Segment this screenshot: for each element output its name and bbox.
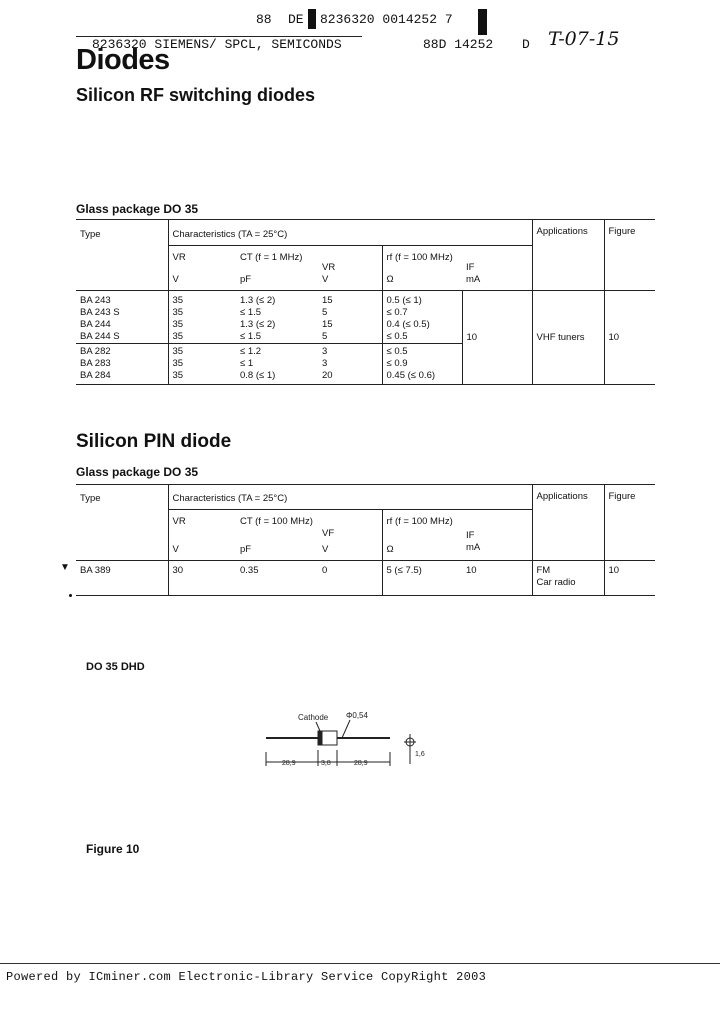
table-row: BA 243 S	[80, 307, 120, 318]
unit-v2: V	[322, 544, 329, 555]
unit-ma: mA	[466, 274, 481, 285]
table-cell: 15	[322, 295, 333, 306]
table-cell: 20	[322, 370, 333, 381]
col-vr2: VR	[322, 262, 336, 273]
col-ct: CT (f = 1 MHz)	[240, 252, 303, 263]
header-d: D	[522, 37, 530, 52]
col-rf: rf (f = 100 MHz)	[382, 246, 532, 275]
col-type: Type	[80, 229, 101, 240]
table-row: BA 244	[80, 319, 111, 330]
rf-group-a-type	[76, 291, 168, 344]
section-rf-package: Glass package DO 35	[76, 202, 199, 216]
rf-group-a-ct	[236, 291, 318, 344]
pin-vr: 30	[168, 561, 236, 596]
scan-speck	[69, 594, 72, 597]
rf-group-b-vr	[168, 344, 236, 385]
dim-body-label: 3,8	[321, 760, 331, 767]
dim-right-label: 28,9	[354, 760, 368, 767]
footer-rule	[0, 963, 720, 964]
if-and-unit-ma	[462, 530, 532, 561]
unit-v: V	[168, 274, 236, 291]
figure-value: 10	[604, 291, 655, 385]
col-type: Type	[80, 493, 101, 504]
header-underline	[76, 36, 362, 37]
table-cell: 35	[172, 295, 184, 306]
table-row: BA 283	[80, 358, 111, 369]
if-value: 10	[462, 291, 532, 385]
header-company: 8236320 SIEMENS/ SPCL, SEMICONDS	[92, 37, 342, 52]
figure-package-label: DO 35 DHD	[86, 661, 145, 673]
pin-diode-table	[76, 484, 655, 596]
cathode-leader	[316, 722, 320, 731]
new-type-marker: ▼	[60, 562, 70, 573]
rf-group-a-vr	[168, 291, 236, 344]
col-characteristics: Characteristics (TA = 25°C)	[168, 220, 532, 246]
table-cell: 35	[172, 319, 184, 330]
table-cell: ≤ 1.5	[240, 307, 262, 318]
unit-pf: pF	[240, 544, 252, 555]
section-pin-package: Glass package DO 35	[76, 465, 199, 479]
header-black-bar	[478, 9, 487, 35]
table-cell: 5	[322, 307, 328, 318]
rf-group-b-ct	[236, 344, 318, 385]
unit-ma: mA	[466, 542, 481, 553]
col-figure: Figure	[604, 220, 655, 291]
diameter-leader	[342, 720, 350, 738]
col-vf: VF	[322, 528, 335, 539]
col-ct: CT (f = 100 MHz)	[240, 516, 313, 527]
table-cell: 1.3 (≤ 2)	[240, 319, 276, 330]
col-applications: Applications	[532, 485, 604, 561]
table-cell: 35	[172, 331, 184, 342]
dim-left-label: 28,9	[282, 760, 296, 767]
table-cell: 3	[322, 346, 328, 357]
dim-height-label: 1,6	[415, 751, 425, 758]
header-black-mark	[308, 9, 316, 29]
table-cell: ≤ 0.7	[386, 307, 408, 318]
table-cell: 1.3 (≤ 2)	[240, 295, 276, 306]
table-cell: 3	[322, 358, 328, 369]
table-cell: 35	[172, 358, 184, 369]
diameter-label: Φ0,54	[346, 711, 368, 720]
table-row: BA 282	[80, 346, 111, 357]
table-row: BA 243	[80, 295, 111, 306]
page-title: Diodes	[76, 44, 170, 76]
section-rf-heading: Silicon RF switching diodes	[76, 85, 316, 105]
pin-rf: 5 (≤ 7.5)	[382, 561, 462, 596]
unit-v2: V	[322, 274, 329, 285]
pin-ct: 0.35	[240, 565, 259, 576]
pin-vf: 0	[322, 565, 328, 576]
header-doc-number: 88D 14252	[423, 37, 494, 52]
pin-if: 10	[466, 565, 477, 576]
table-cell: 15	[322, 319, 333, 330]
header-code-mid: 8236320 0014252 7	[320, 12, 453, 27]
pin-applications	[532, 561, 604, 596]
table-cell: 0.5 (≤ 1)	[386, 295, 422, 306]
header-de: DE	[288, 12, 304, 27]
col-if: IF	[466, 262, 475, 273]
col-applications: Applications	[532, 220, 604, 291]
pin-app-fm: FM	[536, 565, 551, 576]
pin-type: BA 389	[80, 565, 111, 576]
rf-group-b-type	[76, 344, 168, 385]
rf-group-a-rf	[382, 291, 462, 344]
application-value: VHF tuners	[532, 291, 604, 385]
table-cell: 5	[322, 331, 328, 342]
unit-ohm: Ω	[382, 274, 462, 291]
table-cell: ≤ 0.9	[386, 358, 408, 369]
cathode-band	[318, 731, 322, 745]
table-cell: ≤ 0.5	[386, 331, 408, 342]
col-vr: VR	[168, 510, 236, 541]
if-and-unit-ma	[462, 262, 532, 291]
figure-caption: Figure 10	[86, 842, 140, 856]
unit-ohm: Ω	[382, 540, 462, 561]
pin-figure: 10	[604, 561, 655, 596]
table-row	[76, 561, 655, 596]
handwritten-note: T-07-15	[548, 28, 620, 50]
table-cell: ≤ 1	[240, 358, 254, 369]
table-cell: 0.45 (≤ 0.6)	[386, 370, 436, 381]
section-pin-heading: Silicon PIN diode	[76, 431, 232, 452]
table-cell: ≤ 0.5	[386, 346, 408, 357]
unit-v: V	[168, 540, 236, 561]
table-cell: 35	[172, 370, 184, 381]
col-vr: VR	[168, 246, 236, 275]
rf-group-a-vr2	[318, 291, 382, 344]
unit-pf: pF	[240, 274, 252, 285]
col-rf: rf (f = 100 MHz)	[382, 510, 532, 541]
table-row: BA 284	[80, 370, 111, 381]
rf-group-b-rf	[382, 344, 462, 385]
table-row: BA 244 S	[80, 331, 120, 342]
cathode-label: Cathode	[298, 713, 329, 722]
do35-outline-drawing	[258, 706, 438, 770]
col-if: IF	[466, 530, 475, 541]
table-cell: 35	[172, 307, 184, 318]
pin-app-car-radio: Car radio	[536, 577, 576, 588]
footer-text: Powered by ICminer.com Electronic-Library Service CopyRight 2003	[6, 970, 487, 984]
header-code-left: 88	[256, 12, 272, 27]
table-cell: 0.4 (≤ 0.5)	[386, 319, 430, 330]
col-figure: Figure	[604, 485, 655, 561]
rf-diodes-table	[76, 219, 655, 385]
col-characteristics: Characteristics (TA = 25°C)	[168, 485, 532, 510]
table-cell: 35	[172, 346, 184, 357]
table-cell: ≤ 1.2	[240, 346, 262, 357]
table-cell: 0.8 (≤ 1)	[240, 370, 276, 381]
rf-group-b-vr2	[318, 344, 382, 385]
table-cell: ≤ 1.5	[240, 331, 262, 342]
